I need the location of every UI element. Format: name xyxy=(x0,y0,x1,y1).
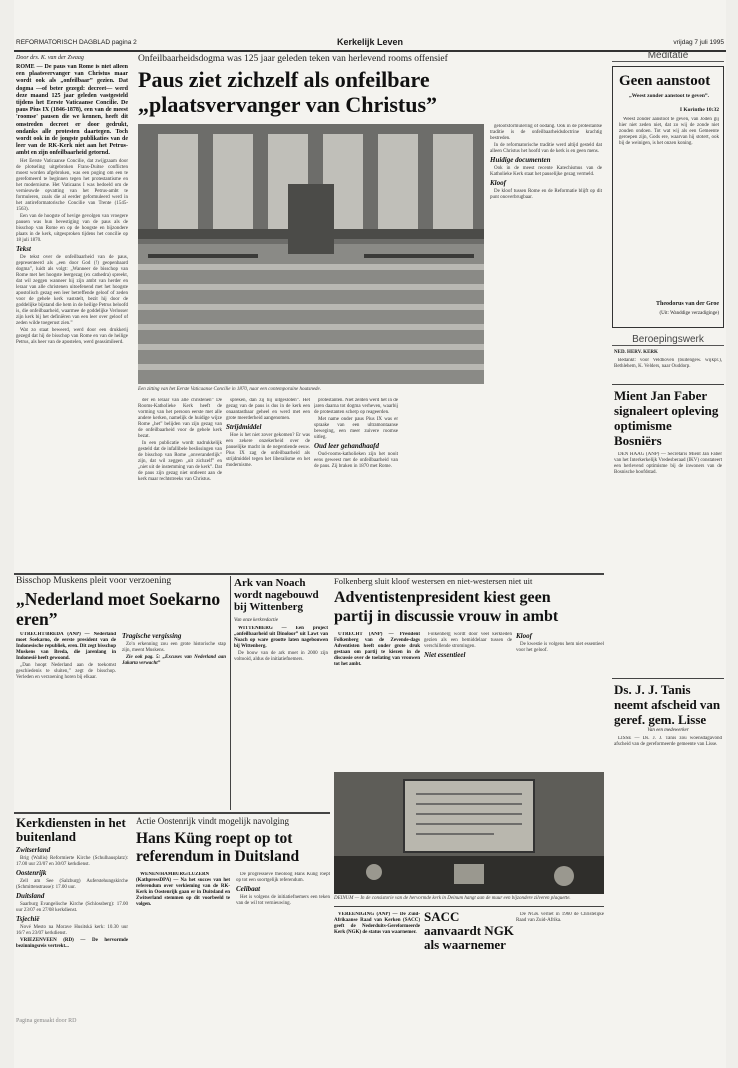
lower-divider xyxy=(14,812,330,814)
page-footer xyxy=(14,1018,726,1030)
header-section: Kerkelijk Leven xyxy=(336,37,404,47)
adventisten-kicker: Folkenberg sluit kloof westersen en niet-westersen niet uit xyxy=(334,576,533,586)
ark-sub: Van onze kerkredactie xyxy=(234,618,278,623)
main-body-d: Wat zo staat beweerd, werd door een drukkerij gezegd dat hij de bisschop van Rome en van de heilige Petrus, als heer van de apostelen, werd geassimileerd. xyxy=(16,327,128,345)
main-photo-caption: Een zitting van het Eerste Vaticaanse Concilie in 1870, naar een contemporaine houtsnede. xyxy=(138,387,322,392)
sacc-col-2 xyxy=(516,912,604,1016)
faber-body: DEN HAAG (ANP) — Secretaris Mient Jan Faber van het Interkerkelijk Vredesberaad (IKV) constateert een herlevend optimisme bij de inwoners van de Bosnische hoofdstad. xyxy=(614,452,722,475)
adventisten-col-2 xyxy=(424,632,512,770)
meditation-box xyxy=(612,66,724,328)
plaque-caption: DEINUM — In de consistorie van de hervormde kerk in Deinum hangt aan de muur een bijzondere zilveren plaquette. xyxy=(334,896,571,901)
meditation-title: Meditatie xyxy=(612,50,724,62)
adventisten-body-2: De kwestie is volgens hem niet essentieel voor het geloof. xyxy=(516,642,604,653)
main-body-a: Het Eerste Vaticaanse Concilie, dat zwijgzaam door de plotseling uitgebroken Frans-Duitse conflicten moest worden afgebroken, was een poging om een te gerefomeerd te beginnen tegen het protestantisme en het modernisme. Het Vaticaans I was bedoeld om de vernieuwde opvatting van het Petrus-ambt te formuleren, zoals die al eerder geformuleerd werd in het antireformatorische Concilie van Trente (1545-1563). xyxy=(16,158,128,212)
main-column-1 xyxy=(16,64,128,572)
main-column-3 xyxy=(226,398,310,570)
main-column-5 xyxy=(490,124,602,570)
adventisten-headline-2: partij in discussie vrouw in ambt xyxy=(334,608,559,625)
adventisten-col-3 xyxy=(516,632,604,770)
council-woodcut-image xyxy=(138,124,484,384)
bisschop-sub: Tragische vergissing xyxy=(122,632,182,640)
kerkdiensten-oostenrijk-text: Zell am See (Salzburg) Auferstehungskirche (Schmittenstrasse): 17.00 uur. xyxy=(16,879,128,890)
ark-lead: WITTENBERG — Een project „onfeilbaarheid uit Dinoloor” uit Lawt van Noach op ware grootte laten nagebouwen bij Wittenberg. xyxy=(234,626,328,649)
adventisten-col-1 xyxy=(334,632,420,770)
adventisten-body: Folkenberg wordt door veel kerkleden gezien als een bemiddelaar tussen de verschillende stromingen. xyxy=(424,632,512,649)
main-col5-d: De kloof tussen Rome en de Reformatie blijft op dit punt onoverbrugbaar. xyxy=(490,189,602,200)
main-photo xyxy=(138,124,484,384)
faber-headline: Mient Jan Faber signaleert opleving optimisme Bosniërs xyxy=(614,388,719,448)
newspaper-page xyxy=(14,0,726,1068)
sacc-col-1 xyxy=(334,912,420,1016)
adventisten-sub-2: Kloof xyxy=(516,632,532,640)
kung-lead: WENEN/HAMBURG/LUZERN (KathpressDPA) — Na het succes van het referendum over verkieming van de RK-Kerk in Oostenrijk gaan er in Duitsland en Zwitserland stemmen op dit voorbeeld te volgen. xyxy=(136,872,230,907)
kerkdiensten-title: Kerkdiensten in het buitenland xyxy=(16,815,126,844)
header-date: vrijdag 7 juli 1995 xyxy=(673,39,724,46)
adventisten-sub: Niet essentieel xyxy=(424,651,466,659)
main-col5-c: Ook in de meest recente Katechismus van de Katholieke Kerk staat het pauselijke gezag vermeld. xyxy=(490,166,602,177)
section-divider xyxy=(14,573,604,575)
beroepingswerk-title: Beroepingswerk xyxy=(612,334,724,346)
meditation-quote: „Weest zonder aanstoot te geven”. xyxy=(628,93,710,99)
main-col5-b: In de reformatorische traditie werd altijd gesteld dat alleen Christus het hoofd van de kerk is en geen mens. xyxy=(490,143,602,154)
main-col2-a: der en leraar van alle christenen” De Rooms-Katholieke Kerk heeft de vorming van het persoon eerste met alle andere kerken, namelijk de huidige wijze Rome „het” belijden van zijn gezag van de onfeilbaarheid voor de gehele kerk bezat. xyxy=(138,398,222,439)
main-lead: ROME — De paus van Rome is niet alleen een plaatsvervanger van Christus maar wordt ook als „onfeilbaar” gezien. Dat dogma —of beter gezegd: decreet— werd deze maand 125 jaar geleden vastgesteld tijdens het Eerste Vaticaanse Concilie. De paus Pius IX (1846-1878), een van de meest 'roomse' pausen die we kennen, heeft dit omstreden decreet er door gedrukt, ondanks alle protesten daartegen. Toch wordt ook in de jongste publikaties van de leer van de RK-Kerk niet aan het Petrus-ambt en zijn onfeilbaarheid getornd. xyxy=(16,64,128,157)
bisschop-col-2 xyxy=(122,632,226,806)
meditation-author: Theodorus van der Groe xyxy=(656,301,719,307)
beroepingswerk-sub: NED. HERV. KERK xyxy=(614,350,658,355)
kung-col-1 xyxy=(136,872,230,1016)
main-sub-ouk: Oud leer gehandhaafd xyxy=(314,442,379,450)
meditation-text xyxy=(619,117,719,295)
kerkdiensten-footer-note: VRIEZENVEEN (RD) — De hervormde bezinningsreis vertrekt... xyxy=(16,938,128,949)
faber-text xyxy=(614,452,722,676)
sacc-headline: SACC aanvaardt NGK als waarnemer xyxy=(424,909,514,952)
header-paper-name: REFORMATORISCH DAGBLAD pagina 2 xyxy=(16,39,137,46)
main-sub-huidige: Huidige documenten xyxy=(490,156,551,164)
main-body-b: Een van de hoogste of hevige gevolgen van vroegere pausen was hun bevestiging van de paus als de bisschop van Rome en op de hoogste en bijzondere plaats in de kerk, uitgesproken tijdens het concilie op 18 juli 1870. xyxy=(16,213,128,243)
bisschop-kicker: Bisschop Muskens pleit voor verzoening xyxy=(16,576,172,586)
kung-kicker: Actie Oostenrijk vindt mogelijk navolging xyxy=(136,816,289,826)
main-col3-b: Hoe is het niet zover gekomen? Er was een zekere onzekerheid over de pauselijke macht in de negentiende eeuw. Pius IX zag de onfeilbaarheid als strijdmiddel tegen het liberalisme en het modernisme. xyxy=(226,433,310,468)
main-col4-a: protestanten. Niet zelden werd het in de jaren daarna tot dogma verheven, waarbij de protestanten scherp op reageerden. xyxy=(314,398,398,415)
bisschop-note: Zie ook pag. 5: „Excuses van Nederland aan Jakarta verwacht” xyxy=(122,655,226,666)
sacc-lead: VEREENIGING (ANP) — De Zuid-Afrikaanse Raad van Kerken (SACC) geeft de Nederduits-Gereformeerde Kerk (NGK) de status van waarnemer. xyxy=(334,912,420,935)
kung-col-2 xyxy=(236,872,330,1016)
main-col4-b: Met name onder paus Pius IX was er spraake van een ultramontaanse beweging, een meer zuivere roomse uitleg. xyxy=(314,417,398,440)
meditation-ref: I Korinthe 10:32 xyxy=(679,107,719,113)
adventisten-headline-1: Adventistenpresident kiest geen xyxy=(334,589,551,606)
tanis-text xyxy=(614,736,722,1016)
kerkdiensten-tsjechie: Tsjechië xyxy=(16,915,40,923)
main-col3-a: spreken, dan zij hij uitgesloten”. Het gezag van de paus is dus in de kerk een onaantastbaar geheel en werd met een grote meerderheid aangenomen. xyxy=(226,398,310,421)
main-sub-kloof: Kloof xyxy=(490,179,506,187)
sidebar-divider-2 xyxy=(612,678,724,679)
main-headline-1: Paus ziet zichzelf als onfeilbare xyxy=(138,67,430,92)
main-sub-tekst: Tekst xyxy=(16,244,31,253)
ark-divider xyxy=(230,576,231,810)
bisschop-body: „Dan hoopt Nederland aan de toekomst geschiedenis te sluiten,” zegt de bisschop. Verleden en verzoening horen bij elkaar. xyxy=(16,663,116,680)
sacc-body: De NGK verliet in 1960 de Christelijke Raad van Zuid-Afrika. xyxy=(516,912,604,923)
main-headline-2: „plaatsvervanger van Christus” xyxy=(138,92,438,117)
kerkdiensten-tsjechie-text: Nové Mesto na Morave Husitská kerk: 10.30 uur 16/7 en 23/07 kerkdienst. xyxy=(16,925,128,936)
kerkdiensten-oostenrijk: Oostenrijk xyxy=(16,869,47,877)
footer-left: Pagina gemaakt door RD xyxy=(16,1018,77,1024)
meditation-body: Weest zonder aanstoot te geven, van Joden gij hier niet zeden niet, dat zo wij de zonde niet zouden ondoen. Tot wat wij als een Gemeente geroepen zijn, Gods ere, waarvan hij stotert, ook bij de weinigen, is het onzen koning. xyxy=(619,117,719,146)
plaque-image xyxy=(334,772,604,894)
kung-body: De progressieve theoloog Hans Küng roept op tot een soortgelijk referendum. xyxy=(236,872,330,883)
adventisten-lead: UTRECHT (ANP) — President Folkenberg van de Zevende-dags Adventisten heeft onder grote druk gestaan om partij te kiezen in de discussie over de toelating van vrouwen tot het ambt. xyxy=(334,632,420,667)
ark-text xyxy=(234,626,328,808)
bisschop-headline: „Nederland moet Soekarno eren” xyxy=(16,589,221,629)
plaque-photo xyxy=(334,772,604,894)
sacc-divider xyxy=(334,906,604,907)
main-col4-c: Oud-rooms-katholieken zijn het nooit eens geweest met de onfeilbaarheid van de paus. Zij braken in 1870 met Rome. xyxy=(314,452,398,469)
main-column-2 xyxy=(138,398,222,570)
ark-body: De bouw van de ark moet in 2000 zijn voltooid, aldus de initiatiefnemers. xyxy=(234,651,328,662)
kerkdiensten-zwitserland-text: Brig (Wallis) Reformierte Kirche (Schulhausplatz): 17.00 uur 23/07 en 30/07 kerkdienst. xyxy=(16,856,128,867)
main-col5-a: geloofsformulering of oodang. Ook in de protestantse traditie is de onfeilbaarheidsdoctrine krachtig bestreden. xyxy=(490,124,602,141)
sidebar-divider-1 xyxy=(612,384,724,385)
beroepingswerk-body: Bedankt: voor Veldhoven (buitengew. wijkpr.), Bethlehem, K. Velders, naar Ouddorp. xyxy=(614,358,722,369)
kerkdiensten-list xyxy=(16,846,128,1014)
kerkdiensten-duitsland: Duitsland xyxy=(16,892,45,900)
tanis-sub: Van een medewerker xyxy=(647,728,689,733)
kerkdiensten-duitsland-text: Saarburg Evangelische Kirche (Schlossberg): 17.00 uur 23/07 en 27/08 kerkdienst. xyxy=(16,902,128,913)
bisschop-lead: UTRECHT/BREDA (ANP) — Nederland moet Soekarno, de eerste president van de Indonesische republiek, eren. Dit zegt bisschop Muskens van Breda, die jarenlang in Indonesië heeft gewoond. xyxy=(16,632,116,661)
main-sub-strijdmiddel: Strijdmiddel xyxy=(226,423,262,431)
main-column-4 xyxy=(314,398,398,570)
meditation-headline: Geen aanstoot xyxy=(619,73,711,89)
kerkdiensten-zwitserland: Zwitserland xyxy=(16,846,51,854)
bisschop-col-1 xyxy=(16,632,116,806)
main-kicker: Onfeilbaarheidsdogma was 125 jaar geleden teken van herlevend rooms offensief xyxy=(138,54,448,64)
main-byline: Door drs. K. van der Zwaag xyxy=(16,55,84,61)
bisschop-body-2: Zo'n erkenning zou een grote historische stap zijn, meent Muskens. xyxy=(122,642,226,653)
tanis-body: LISSE — Ds. J. J. Tanis zou woensdagavond afscheid van de gereformeerde gemeente van Lisse. xyxy=(614,736,722,747)
tanis-headline: Ds. J. J. Tanis neemt afscheid van geref. gem. Lisse xyxy=(614,682,721,727)
kung-sub: Celibaat xyxy=(236,885,261,893)
beroepingswerk-text xyxy=(614,358,722,378)
main-body-c: De tekst over de onfeilbaarheid van de paus, gepresenteerd als „een door God (!) geopenbaard dogma”, luidt als volgt: „Wanneer de bisschop van Rome met het hoogste leergezag (ex cathedra) spreekt, dat wil zeggen wanneer hij zijn ambt van herder en leraar van alle christenen uitoefenend met het hoogste apostolisch gezag een leer betreffende geloof of zeden voor de gehele kerk vaststelt, bezit hij door de goddelijke bijstand die hem in de heilige Petrus beloofd is, die onfeilbaarheid, waarmee de goddelijke Verlosser zijn kerk bij het definiëren van een leer over geloof of zeden wilde toegerust zien.” xyxy=(16,254,128,326)
kung-headline: Hans Küng roept op tot referendum in Duitsland xyxy=(136,830,300,865)
ark-kicker: Ark van Noach wordt nagebouwd bij Wittenberg xyxy=(234,577,319,613)
meditation-source: (Uit: Wanddige verzadiginge) xyxy=(659,311,719,316)
main-col2-b: In een publicatie wordt nadrukkelijk gesteld dat de infallibele beslissingen van de bisschop van Rome „onveranderlijk” zijn, dat wil zeggen „uit zichzelf” en „niet uit de instemming van de kerk”. Dat de paus zijn gezag niet ontleent aan de kerk maar rechtstreeks van Christus. xyxy=(138,441,222,482)
kung-body-2: Het is volgens de initiatiefnemers een teken van de wil tot vernieuwing. xyxy=(236,895,330,906)
